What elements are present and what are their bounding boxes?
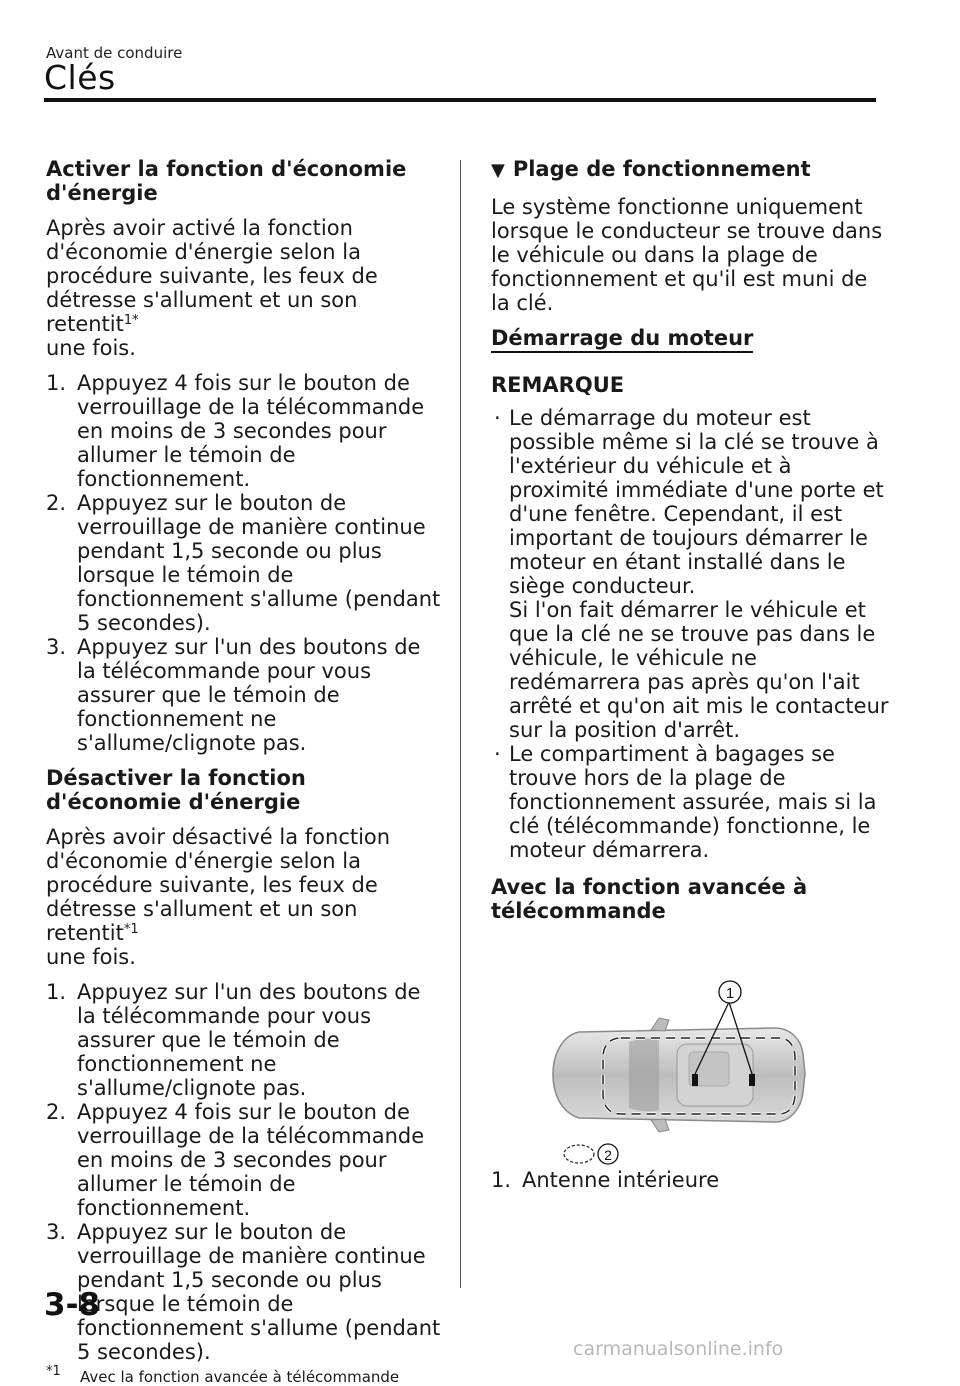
- paragraph-deactivate: Après avoir désactivé la fonction d'économie d'énergie selon la procédure suivante, les feux de détresse s'allument et un son retentit$^{*1}$ une fois.: [46, 825, 391, 969]
- callout-1-label: 1: [725, 985, 735, 1002]
- page-number: 3-8: [44, 1287, 101, 1323]
- header-rule: [44, 98, 876, 102]
- note-heading: REMARQUE: [491, 373, 625, 397]
- car-topview-icon: [491, 934, 891, 1166]
- car-antenna-figure: [491, 934, 891, 1166]
- figure-legend: [491, 1168, 891, 1192]
- section-title: ▼ Plage de fonctionnement: [491, 157, 811, 181]
- left-column: [46, 157, 442, 1386]
- column-divider: [460, 160, 461, 1288]
- steps-activate: [46, 371, 442, 755]
- heading-advanced-remote: Avec la fonction avancée à télécommande: [491, 875, 808, 923]
- callout-2-label: 2: [604, 1147, 612, 1163]
- footnote: $^{*1}$ Avec la fonction avancée à télécommande: [46, 1364, 400, 1386]
- list-item: · Le compartiment à bagages se trouve hors de la plage de fonctionnement assurée, mais si la clé (télécommande) fonctionne, le moteur démarrera.: [494, 742, 877, 862]
- paragraph-range: Le système fonctionne uniquement lorsque le conducteur se trouve dans le véhicule ou dans la plage de fonctionnement et qu'il est muni de la clé.: [491, 195, 883, 315]
- list-item: 3. Appuyez sur l'un des boutons de la télécommande pour vous assurer que le témoin de fonctionnement ne s'allume/clignote pas.: [46, 635, 421, 755]
- list-item: 1. Appuyez sur l'un des boutons de la télécommande pour vous assurer que le témoin de fonctionnement ne s'allume/clignote pas.: [46, 980, 421, 1100]
- heading-activate: Activer la fonction d'économie d'énergie: [46, 157, 407, 205]
- list-item: 3. Appuyez sur le bouton de verrouillage de manière continue pendant 1,5 seconde ou plus lorsque le témoin de fonctionnement s'allume (pendant 5 secondes).: [46, 1220, 441, 1364]
- superscript-ref: 1*: [123, 313, 139, 328]
- header-section-label: Avant de conduire: [46, 44, 183, 62]
- triangle-down-icon: ▼: [491, 160, 505, 181]
- list-item: 1. Antenne intérieure: [491, 1168, 720, 1192]
- list-item: 2. Appuyez sur le bouton de verrouillage de manière continue pendant 1,5 seconde ou plus lorsque le témoin de fonctionnement s'allume (pendant 5 secondes).: [46, 491, 441, 635]
- heading-deactivate: Désactiver la fonction d'économie d'énergie: [46, 766, 306, 814]
- paragraph-activate: Après avoir activé la fonction d'économie d'énergie selon la procédure suivante, les feux de détresse s'allument et un son retentit$^{1*}$ une fois.: [46, 216, 378, 360]
- dashed-area-icon: [564, 1145, 594, 1163]
- watermark: carmanualsonline.info: [573, 1338, 784, 1360]
- page-title: Clés: [44, 58, 116, 97]
- list-item: 2. Appuyez 4 fois sur le bouton de verrouillage de la télécommande en moins de 3 secondes pour allumer le témoin de fonctionnement.: [46, 1100, 425, 1220]
- subsection-heading: Démarrage du moteur: [491, 326, 753, 353]
- steps-deactivate: [46, 980, 442, 1364]
- right-column: [491, 157, 891, 1203]
- superscript-ref: *1: [123, 922, 139, 937]
- list-item: 1. Appuyez 4 fois sur le bouton de verrouillage de la télécommande en moins de 3 secondes pour allumer le témoin de fonctionnement.: [46, 371, 425, 491]
- list-item: · Le démarrage du moteur est possible même si la clé se trouve à l'extérieur du véhicule et à proximité immédiate d'une porte et d'une fenêtre. Cependant, il est important de toujours démarrer le moteur en étant installé dans le siège conducteur. Si l'on fait démarrer le véhicule et que la clé ne se trouve pas dans le véhicule, le véhicule ne redémarrera pas après qu'on l'ait arrêté et qu'on ait mis le contacteur sur la position d'arrêt.: [494, 406, 889, 742]
- notes-list: [491, 406, 891, 862]
